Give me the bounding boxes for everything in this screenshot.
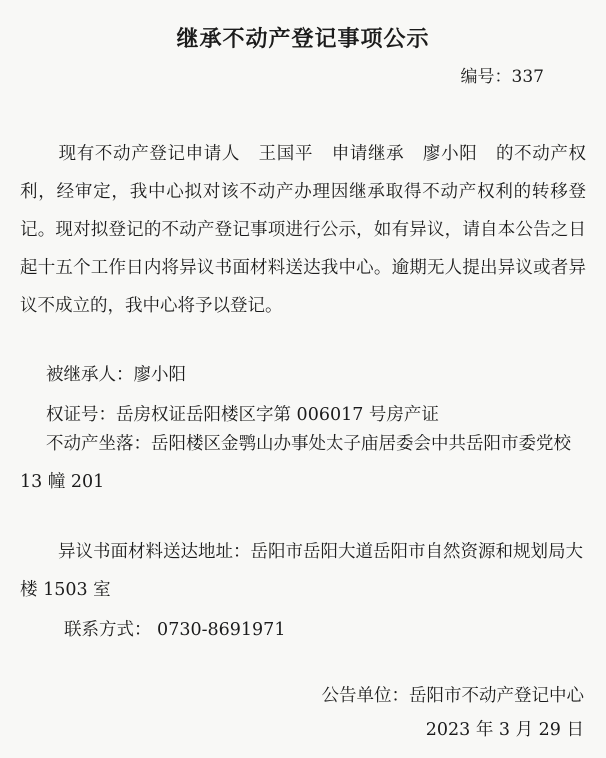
certificate-line: 权证号：岳房权证岳阳楼区字第 006017 号房产证 xyxy=(46,405,439,425)
decedent-line: 被继承人：廖小阳 xyxy=(46,365,186,385)
decedent-name: 廖小阳 xyxy=(422,144,478,164)
applicant-name: 王国平 xyxy=(258,144,314,164)
location-line xyxy=(20,425,586,501)
address-text: 异议书面材料送达地址：岳阳市岳阳大道岳阳市自然资源和规划局大楼 1503 室 xyxy=(20,542,583,600)
address-line xyxy=(20,533,586,609)
body-prefix: 现有不动产登记申请人 xyxy=(58,144,241,164)
issue-date: 2023 年 3 月 29 日 xyxy=(425,720,584,740)
body-rest: 的不动产权利，经审定，我中心拟对该不动产办理因继承取得不动产权利的转移登记。现对拟登记的不动产登记事项进行公示，如有异议，请自本公告之日起十五个工作日内将异议书面材料送达我中心。逾期无人提出异议或者异议不成立的，我中心将予以登记。 xyxy=(20,144,587,316)
location-text: 不动产坐落：岳阳楼区金鹗山办事处太子庙居委会中共岳阳市委党校 13 幢 201 xyxy=(20,434,571,492)
notice-title: 继承不动产登记事项公示 xyxy=(176,27,430,52)
document-number: 编号：337 xyxy=(460,67,544,87)
issuing-organization: 公告单位：岳阳市不动产登记中心 xyxy=(321,686,584,706)
body-mid: 申请继承 xyxy=(331,144,405,164)
contact-line: 联系方式： 0730-8691971 xyxy=(64,620,286,640)
notice-body xyxy=(20,135,586,325)
